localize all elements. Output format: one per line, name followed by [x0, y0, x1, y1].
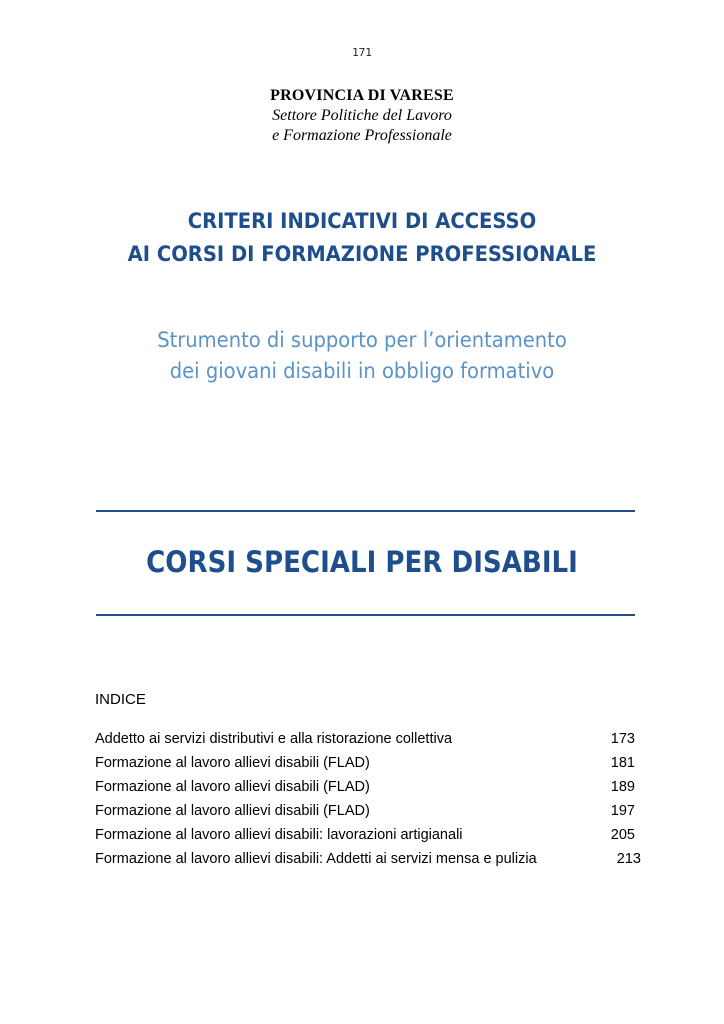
- index-entry-page: 213: [616, 851, 641, 867]
- index-entry-title: Formazione al lavoro allievi disabili: lavorazioni artigianali: [95, 827, 463, 843]
- divider-top: [96, 510, 635, 512]
- index-entry[interactable]: [95, 775, 635, 799]
- main-title-line-1: CRITERI INDICATIVI DI ACCESSO: [187, 209, 537, 233]
- section-title: CORSI SPECIALI PER DISABILI: [146, 545, 578, 579]
- department-line-2: e Formazione Professionale: [272, 127, 452, 144]
- organization-name: PROVINCIA DI VARESE: [270, 87, 454, 104]
- index-entry[interactable]: [95, 799, 635, 823]
- subtitle-line-1: Strumento di supporto per l’orientamento: [157, 328, 567, 352]
- index-entry-page: 205: [610, 827, 635, 843]
- index-entry[interactable]: [95, 823, 635, 847]
- index-entry-title: Formazione al lavoro allievi disabili (FLAD): [95, 803, 370, 819]
- index-list: [95, 727, 641, 871]
- index-entry[interactable]: [95, 847, 641, 871]
- page-number: 171: [352, 46, 372, 59]
- index-entry-title: Formazione al lavoro allievi disabili: Addetti ai servizi mensa e pulizia: [95, 851, 537, 867]
- index-entry-title: Addetto ai servizi distributivi e alla ristorazione collettiva: [95, 731, 453, 747]
- index-entry-title: Formazione al lavoro allievi disabili (FLAD): [95, 755, 370, 771]
- index-heading: INDICE: [95, 691, 146, 708]
- main-title-line-2: AI CORSI DI FORMAZIONE PROFESSIONALE: [127, 242, 597, 266]
- index-entry-page: 189: [610, 779, 635, 795]
- subtitle: [25, 325, 698, 387]
- index-entry-title: Formazione al lavoro allievi disabili (FLAD): [95, 779, 370, 795]
- main-title: [25, 205, 698, 271]
- divider-bottom: [96, 614, 635, 616]
- department-line-1: Settore Politiche del Lavoro: [272, 107, 452, 124]
- index-entry-page: 197: [610, 803, 635, 819]
- document-header: [0, 86, 724, 146]
- index-entry-page: 181: [610, 755, 635, 771]
- index-entry[interactable]: [95, 727, 635, 751]
- subtitle-line-2: dei giovani disabili in obbligo formativo: [169, 359, 555, 383]
- index-entry-page: 173: [610, 731, 635, 747]
- index-entry[interactable]: [95, 751, 635, 775]
